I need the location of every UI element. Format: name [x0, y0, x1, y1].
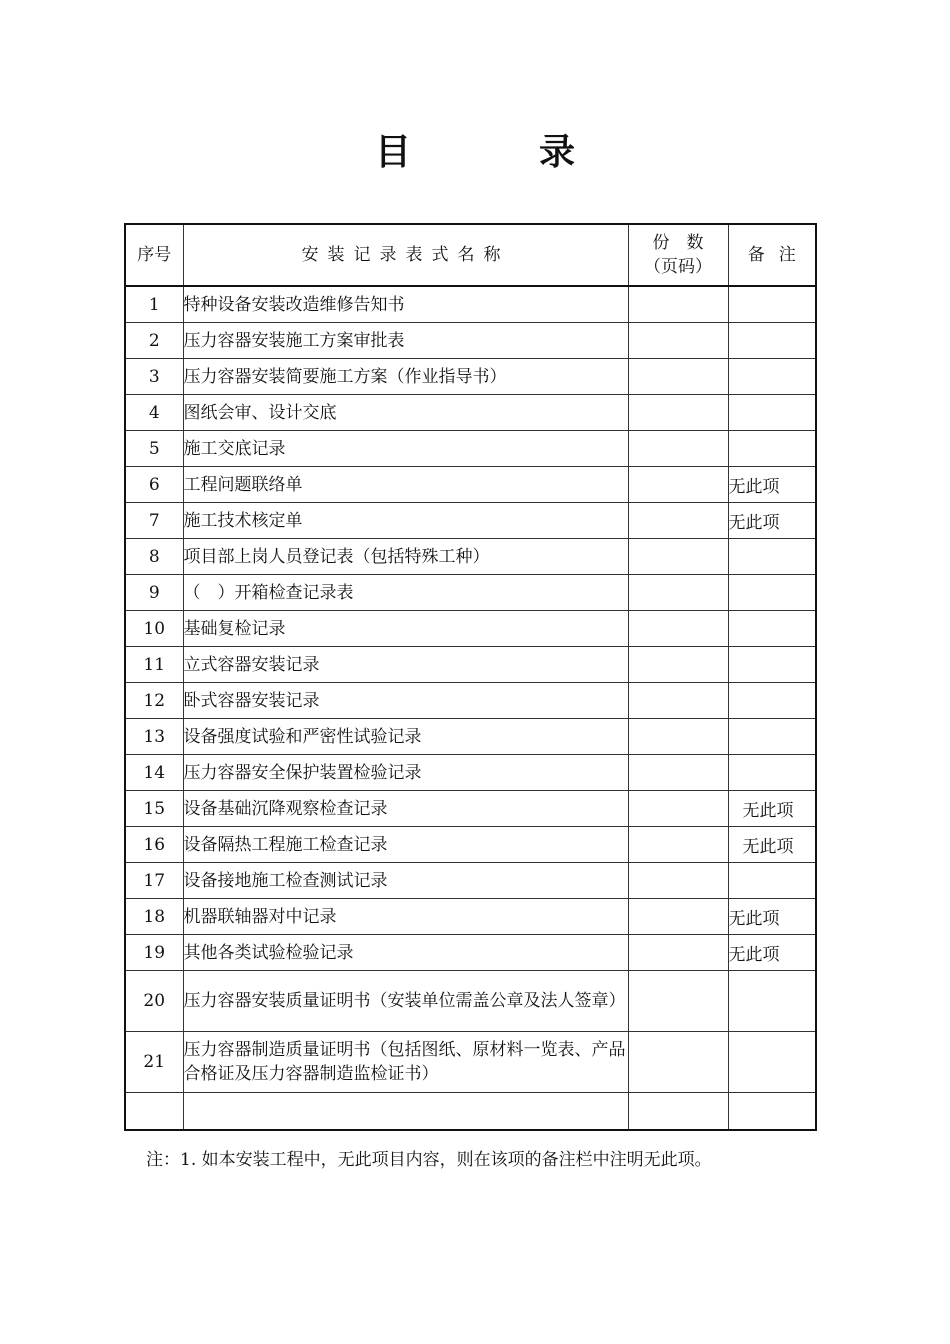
row-note: 无此项: [728, 503, 816, 539]
row-note: [728, 431, 816, 467]
row-no: 4: [125, 395, 183, 431]
row-copies: [628, 899, 728, 935]
table-row: [125, 755, 816, 791]
table-row: [125, 1032, 816, 1093]
row-no: 11: [125, 647, 183, 683]
row-name: 特种设备安装改造维修告知书: [183, 286, 628, 323]
row-name: 基础复检记录: [183, 611, 628, 647]
row-note: 无此项: [728, 935, 816, 971]
row-no: 15: [125, 791, 183, 827]
row-note: [728, 863, 816, 899]
row-name: 压力容器安装简要施工方案（作业指导书）: [183, 359, 628, 395]
header-note: 备注: [728, 224, 816, 286]
row-no: [125, 1093, 183, 1131]
row-copies: [628, 791, 728, 827]
row-copies: [628, 611, 728, 647]
row-name: 图纸会审、设计交底: [183, 395, 628, 431]
row-name: （ ）开箱检查记录表: [183, 575, 628, 611]
row-no: 5: [125, 431, 183, 467]
row-copies: [628, 539, 728, 575]
row-no: 13: [125, 719, 183, 755]
row-note: [728, 647, 816, 683]
row-note: [728, 1093, 816, 1131]
header-name: 安装记录表式名称: [183, 224, 628, 286]
row-copies: [628, 827, 728, 863]
table-row: [125, 611, 816, 647]
row-no: 17: [125, 863, 183, 899]
row-name: 卧式容器安装记录: [183, 683, 628, 719]
row-note: [728, 395, 816, 431]
table-row: [125, 971, 816, 1032]
row-no: 3: [125, 359, 183, 395]
row-no: 20: [125, 971, 183, 1032]
row-note: [728, 539, 816, 575]
table-row: [125, 575, 816, 611]
table-row: [125, 647, 816, 683]
table-row: [125, 827, 816, 863]
header-copies-line2: （页码）: [644, 257, 712, 277]
table-row: [125, 359, 816, 395]
table-row: [125, 935, 816, 971]
row-no: 10: [125, 611, 183, 647]
row-copies: [628, 719, 728, 755]
header-copies: [628, 224, 728, 286]
row-name: 施工交底记录: [183, 431, 628, 467]
header-copies-line1: 份 数: [652, 233, 704, 253]
row-no: 16: [125, 827, 183, 863]
row-copies: [628, 359, 728, 395]
row-name: 机器联轴器对中记录: [183, 899, 628, 935]
row-no: 21: [125, 1032, 183, 1093]
row-name: 施工技术核定单: [183, 503, 628, 539]
table-row-empty: [125, 1093, 816, 1131]
table-header-row: [125, 224, 816, 286]
row-note: [728, 683, 816, 719]
table-row: [125, 323, 816, 359]
row-name: 设备隔热工程施工检查记录: [183, 827, 628, 863]
table-row: [125, 395, 816, 431]
row-no: 18: [125, 899, 183, 935]
table-row: [125, 467, 816, 503]
row-copies: [628, 286, 728, 323]
row-name: [183, 1093, 628, 1131]
row-no: 1: [125, 286, 183, 323]
row-name: 项目部上岗人员登记表（包括特殊工种）: [183, 539, 628, 575]
row-note: [728, 971, 816, 1032]
table-row: [125, 863, 816, 899]
row-note: 无此项: [728, 899, 816, 935]
row-copies: [628, 683, 728, 719]
row-copies: [628, 755, 728, 791]
table-row: [125, 719, 816, 755]
row-copies: [628, 863, 728, 899]
row-no: 12: [125, 683, 183, 719]
row-copies: [628, 935, 728, 971]
row-copies: [628, 395, 728, 431]
row-copies: [628, 647, 728, 683]
row-note: [728, 755, 816, 791]
row-no: 2: [125, 323, 183, 359]
row-note: [728, 611, 816, 647]
row-copies: [628, 467, 728, 503]
page-title: 目 录: [374, 131, 621, 173]
row-copies: [628, 503, 728, 539]
row-copies: [628, 971, 728, 1032]
row-no: 19: [125, 935, 183, 971]
footnote: 注：1. 如本安装工程中，无此项目内容，则在该项的备注栏中注明无此项。: [146, 1150, 712, 1170]
header-no: 序号: [125, 224, 183, 286]
row-name: 工程问题联络单: [183, 467, 628, 503]
row-note: [728, 1032, 816, 1093]
row-copies: [628, 575, 728, 611]
row-name: 压力容器安装质量证明书（安装单位需盖公章及法人签章）: [183, 971, 628, 1032]
row-copies: [628, 323, 728, 359]
row-note: 无此项: [728, 467, 816, 503]
table-row: [125, 503, 816, 539]
table-row: [125, 539, 816, 575]
record-index-table: [124, 223, 817, 1131]
row-name: 立式容器安装记录: [183, 647, 628, 683]
row-name: 压力容器安全保护装置检验记录: [183, 755, 628, 791]
table-row: [125, 791, 816, 827]
row-no: 14: [125, 755, 183, 791]
row-copies: [628, 1093, 728, 1131]
row-note: 无此项: [728, 791, 816, 827]
row-note: 无此项: [728, 827, 816, 863]
row-copies: [628, 431, 728, 467]
row-no: 7: [125, 503, 183, 539]
table-row: [125, 286, 816, 323]
row-name: 其他各类试验检验记录: [183, 935, 628, 971]
table-row: [125, 899, 816, 935]
row-no: 6: [125, 467, 183, 503]
table-row: [125, 431, 816, 467]
row-no: 9: [125, 575, 183, 611]
table-row: [125, 683, 816, 719]
row-note: [728, 359, 816, 395]
row-note: [728, 323, 816, 359]
row-note: [728, 719, 816, 755]
row-note: [728, 286, 816, 323]
row-name: 压力容器安装施工方案审批表: [183, 323, 628, 359]
row-name: 设备接地施工检查测试记录: [183, 863, 628, 899]
row-name: 设备基础沉降观察检查记录: [183, 791, 628, 827]
row-copies: [628, 1032, 728, 1093]
row-name: 设备强度试验和严密性试验记录: [183, 719, 628, 755]
row-name: 压力容器制造质量证明书（包括图纸、原材料一览表、产品合格证及压力容器制造监检证书）: [183, 1032, 628, 1093]
row-no: 8: [125, 539, 183, 575]
row-note: [728, 575, 816, 611]
